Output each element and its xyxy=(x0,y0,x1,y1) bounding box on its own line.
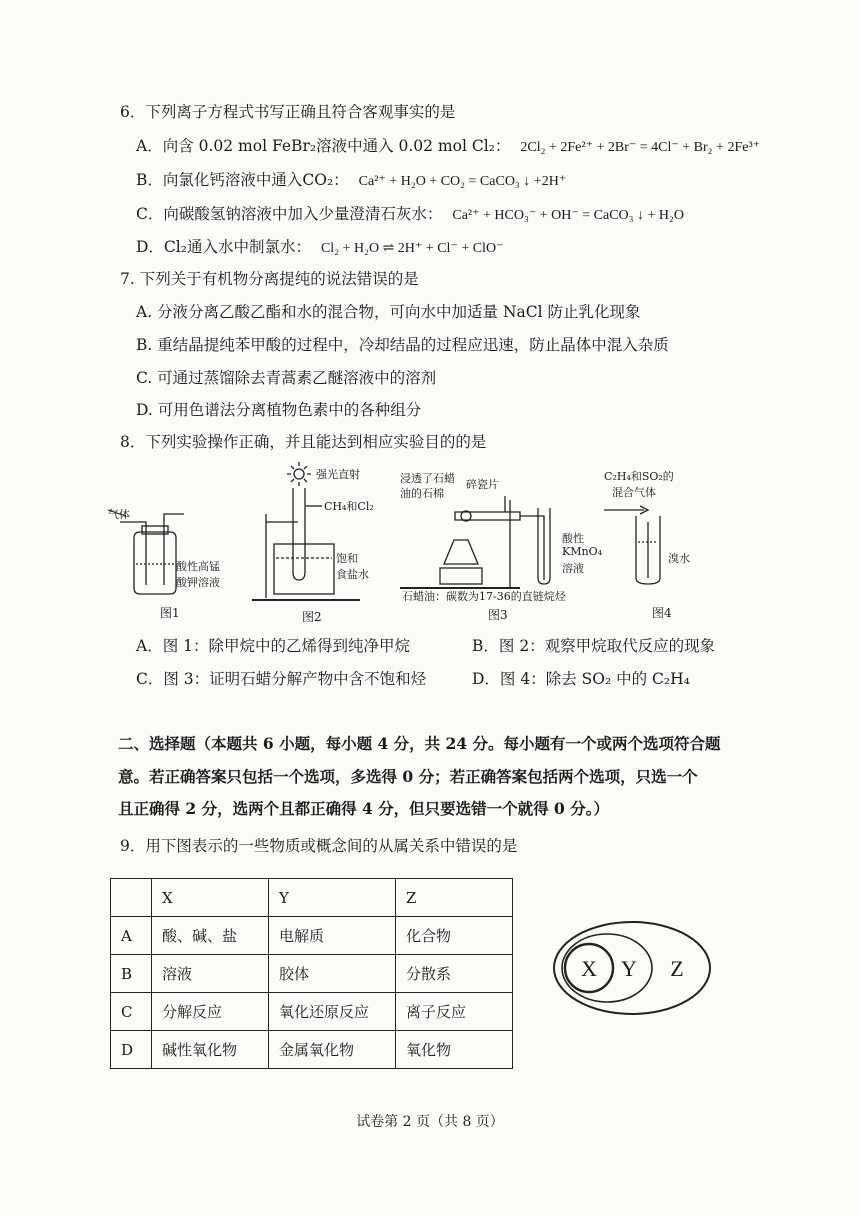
q7-option-c: C. 可通过蒸馏除去青蒿素乙醚溶液中的溶剂 xyxy=(136,369,437,387)
q6-option-a xyxy=(136,134,760,156)
fig3-kmno4-label-1: 酸性 xyxy=(562,532,584,545)
fig4-caption: 图4 xyxy=(652,606,672,620)
table-cell: B xyxy=(111,955,152,993)
table-header-cell: Y xyxy=(269,879,396,917)
q6-option-b xyxy=(136,168,566,190)
table-cell: 分解反应 xyxy=(152,993,269,1031)
section2-line-1: 二、选择题（本题共 6 小题，每小题 4 分，共 24 分。每小题有一个或两个选项符合题 xyxy=(118,734,721,753)
fig1-reagent-label-1: 酸性高锰 xyxy=(176,560,220,573)
table-cell: 碱性氧化物 xyxy=(152,1031,269,1069)
fig1-reagent-label-2: 酸钾溶液 xyxy=(176,576,220,589)
table-cell: D xyxy=(111,1031,152,1069)
fig1-caption: 图1 xyxy=(160,606,180,620)
q9-table xyxy=(110,878,513,1069)
table-row xyxy=(111,955,513,993)
q6-option-c-text: C．向碳酸氢钠溶液中加入少量澄清石灰水： xyxy=(136,205,443,223)
q6-option-b-text: B．向氯化钙溶液中通入CO₂： xyxy=(136,171,349,189)
venn-z-label: Z xyxy=(670,956,684,981)
table-cell: 电解质 xyxy=(269,917,396,955)
venn-diagram xyxy=(552,918,716,1018)
fig4-setup xyxy=(604,506,660,584)
q6-option-a-formula: 2Cl₂ + 2Fe²⁺ + 2Br⁻ = 4Cl⁻ + Br₂ + 2Fe³⁺ xyxy=(520,140,761,155)
table-header-cell: Z xyxy=(396,879,513,917)
q6-option-d-text: D．Cl₂通入水中制氯水： xyxy=(136,238,311,256)
fig3-note: 石蜡油：碳数为17-36的直链烷烃 xyxy=(402,590,566,603)
table-row xyxy=(111,1031,513,1069)
q7-option-a: A. 分液分离乙酸乙酯和水的混合物，可向水中加适量 NaCl 防止乳化现象 xyxy=(136,303,641,321)
q7-stem: 7. 下列关于有机物分离提纯的说法错误的是 xyxy=(120,270,419,288)
table-header-row xyxy=(111,879,513,917)
table-row xyxy=(111,917,513,955)
q6-option-c-formula: Ca²⁺ + HCO₃⁻ + OH⁻ = CaCO₃ ↓ + H₂O xyxy=(452,208,685,223)
page-footer: 试卷第 2 页（共 8 页） xyxy=(356,1114,504,1130)
q6-stem: 6．下列离子方程式书写正确且符合客观事实的是 xyxy=(120,103,456,121)
table-cell: 氧化物 xyxy=(396,1031,513,1069)
fig3-kmno4-label-2: KMnO₄ xyxy=(562,545,602,558)
fig1-wash-bottle xyxy=(108,510,184,594)
fig3-caption: 图3 xyxy=(488,608,508,622)
section2-line-3: 且正确得 2 分，选两个且都正确得 4 分，但只要选错一个就得 0 分。） xyxy=(118,799,609,818)
q7-option-d: D. 可用色谱法分离植物色素中的各种组分 xyxy=(136,401,422,419)
fig3-setup xyxy=(400,496,550,588)
fig4-gas-label-1: C₂H₄和SO₂的 xyxy=(604,470,674,483)
q9-stem: 9．用下图表示的一些物质或概念间的从属关系中错误的是 xyxy=(120,837,518,855)
fig3-kmno4-label-3: 溶液 xyxy=(562,562,584,575)
fig2-caption: 图2 xyxy=(302,610,322,624)
q8-option-b: B．图 2：观察甲烷取代反应的现象 xyxy=(472,637,716,655)
table-cell: 分散系 xyxy=(396,955,513,993)
fig1-gas-label: 气体 xyxy=(108,508,130,521)
q6-option-b-formula: Ca²⁺ + H₂O + CO₂ = CaCO₃ ↓ +2H⁺ xyxy=(358,174,567,189)
fig3-wool-label-2: 油的石棉 xyxy=(400,487,444,500)
table-cell: 金属氧化物 xyxy=(269,1031,396,1069)
table-header-cell xyxy=(111,879,152,917)
venn-y-ellipse xyxy=(562,934,652,1002)
table-row xyxy=(111,993,513,1031)
q6-option-d xyxy=(136,235,503,257)
fig2-water-label-1: 饱和 xyxy=(336,552,358,565)
fig3-porcelain-label: 碎瓷片 xyxy=(466,478,499,491)
table-header-cell: X xyxy=(152,879,269,917)
q8-option-a: A．图 1：除甲烷中的乙烯得到纯净甲烷 xyxy=(136,637,410,655)
table-cell: 化合物 xyxy=(396,917,513,955)
q6-option-c xyxy=(136,202,684,224)
q6-option-a-text: A．向含 0.02 mol FeBr₂溶液中通入 0.02 mol Cl₂： xyxy=(136,137,511,155)
table-cell: A xyxy=(111,917,152,955)
table-cell: 溶液 xyxy=(152,955,269,993)
fig2-gas-label: CH₄和Cl₂ xyxy=(324,500,374,513)
fig2-light-label: 强光直射 xyxy=(316,468,360,481)
table-cell: 酸、碱、盐 xyxy=(152,917,269,955)
q6-option-d-formula: Cl₂ + H₂O ⇌ 2H⁺ + Cl⁻ + ClO⁻ xyxy=(320,241,504,256)
table-cell: 氧化还原反应 xyxy=(269,993,396,1031)
section2-line-2: 意。若正确答案只包括一个选项，多选得 0 分；若正确答案包括两个选项，只选一个 xyxy=(118,767,698,786)
table-cell: 胶体 xyxy=(269,955,396,993)
fig4-bromine-label: 溴水 xyxy=(668,552,690,565)
venn-y-label: Y xyxy=(621,956,637,981)
table-cell: C xyxy=(111,993,152,1031)
q8-option-d: D．图 4：除去 SO₂ 中的 C₂H₄ xyxy=(472,670,690,688)
venn-x-label: X xyxy=(581,956,597,981)
q7-option-b: B. 重结晶提纯苯甲酸的过程中，冷却结晶的过程应迅速，防止晶体中混入杂质 xyxy=(136,336,669,354)
fig4-gas-label-2: 混合气体 xyxy=(612,486,656,499)
q8-stem: 8．下列实验操作正确，并且能达到相应实验目的的是 xyxy=(120,433,487,451)
fig3-wool-label-1: 浸透了石蜡 xyxy=(400,472,455,485)
fig2-water-label-2: 食盐水 xyxy=(336,568,369,581)
q8-option-c: C．图 3：证明石蜡分解产物中含不饱和烃 xyxy=(136,670,427,688)
table-cell: 离子反应 xyxy=(396,993,513,1031)
